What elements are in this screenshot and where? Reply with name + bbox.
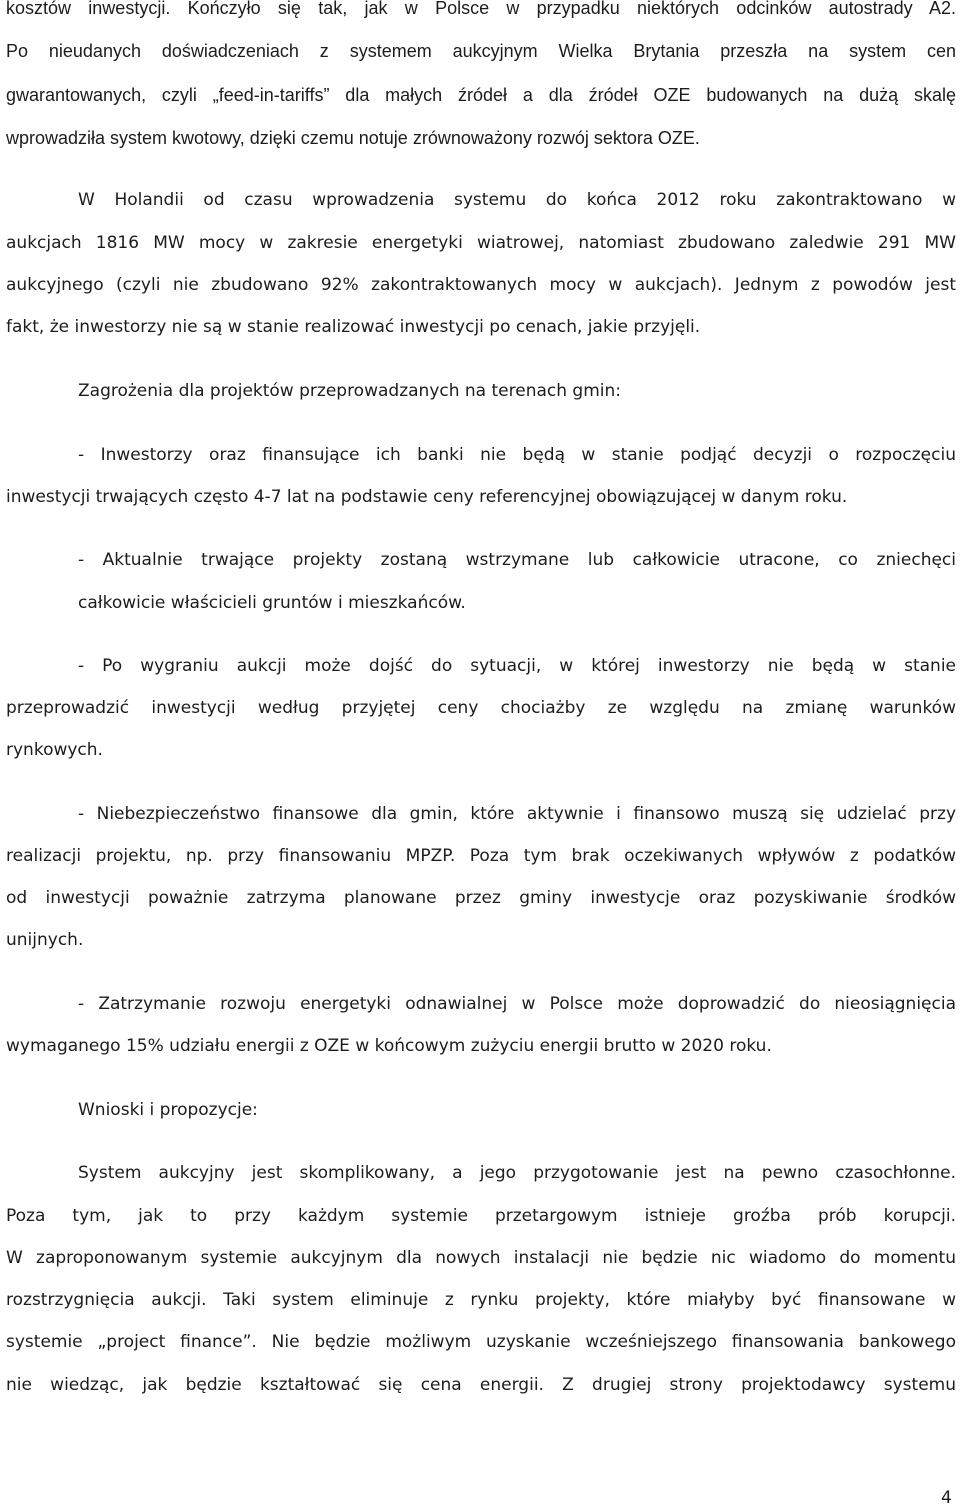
text-line: całkowicie właścicieli gruntów i mieszkańców. — [78, 593, 466, 613]
text-line: System aukcyjny jest skomplikowany, a jego przygotowanie jest na pewno czasochłonne. — [78, 1163, 956, 1183]
text-line: wprowadziła system kwotowy, dzięki czemu notuje zrównoważony rozwój sektora OZE. — [6, 128, 700, 148]
text-line: gwarantowanych, czyli „feed-in-tariffs” dla małych źródeł a dla źródeł OZE budowanych na dużą skalę — [6, 85, 956, 105]
text-line: Poza tym, jak to przy każdym systemie przetargowym istnieje groźba prób korupcji. — [6, 1206, 956, 1226]
text-line: - Niebezpieczeństwo finansowe dla gmin, które aktywnie i finansowo muszą się udzielać przy — [78, 804, 956, 824]
text-line: inwestycji trwających często 4-7 lat na podstawie ceny referencyjnej obowiązującej w danym roku. — [6, 487, 848, 507]
text-line: przeprowadzić inwestycji według przyjętej ceny chociażby ze względu na zmianę warunków — [6, 698, 956, 718]
text-line: - Zatrzymanie rozwoju energetyki odnawialnej w Polsce może doprowadzić do nieosiągnięcia — [78, 994, 956, 1014]
text-line: nie wiedząc, jak będzie kształtować się cena energii. Z drugiej strony projektodawcy systemu — [6, 1375, 956, 1395]
text-line: od inwestycji poważnie zatrzyma planowane przez gminy inwestycje oraz pozyskiwanie środków — [6, 888, 956, 908]
text-line: rozstrzygnięcia aukcji. Taki system eliminuje z rynku projekty, które miałyby być finansowane w — [6, 1290, 956, 1310]
text-line: kosztów inwestycji. Kończyło się tak, jak w Polsce w przypadku niektórych odcinków autostrady A2. — [6, 0, 956, 18]
threats-heading: Zagrożenia dla projektów przeprowadzanych na terenach gmin: — [78, 381, 621, 401]
text-line: fakt, że inwestorzy nie są w stanie realizować inwestycji po cenach, jakie przyjęli. — [6, 317, 701, 337]
text-line: wymaganego 15% udziału energii z OZE w końcowym zużyciu energii brutto w 2020 roku. — [6, 1036, 772, 1056]
text-line: unijnych. — [6, 930, 84, 950]
page-number: 4 — [941, 1488, 952, 1508]
text-line: systemie „project finance”. Nie będzie możliwym uzyskanie wcześniejszego finansowania bankowego — [6, 1332, 956, 1352]
text-line: - Aktualnie trwające projekty zostaną wstrzymane lub całkowicie utracone, co zniechęci — [78, 550, 956, 570]
text-line: realizacji projektu, np. przy finansowaniu MPZP. Poza tym brak oczekiwanych wpływów z podatków — [6, 846, 956, 866]
text-line: W zaproponowanym systemie aukcyjnym dla nowych instalacji nie będzie nic wiadomo do momentu — [6, 1248, 956, 1268]
conclusions-heading: Wnioski i propozycje: — [78, 1100, 258, 1120]
text-line: Po nieudanych doświadczeniach z systemem aukcyjnym Wielka Brytania przeszła na system cen — [6, 41, 956, 61]
text-line: - Inwestorzy oraz finansujące ich banki nie będą w stanie podjąć decyzji o rozpoczęciu — [78, 445, 956, 465]
text-line: - Po wygraniu aukcji może dojść do sytuacji, w której inwestorzy nie będą w stanie — [78, 656, 956, 676]
text-line: aukcjach 1816 MW mocy w zakresie energetyki wiatrowej, natomiast zbudowano zaledwie 291 MW — [6, 233, 956, 253]
text-line: aukcyjnego (czyli nie zbudowano 92% zakontraktowanych mocy w aukcjach). Jednym z powodów jest — [6, 275, 956, 295]
text-line: rynkowych. — [6, 740, 103, 760]
text-line: W Holandii od czasu wprowadzenia systemu do końca 2012 roku zakontraktowano w — [78, 190, 956, 210]
